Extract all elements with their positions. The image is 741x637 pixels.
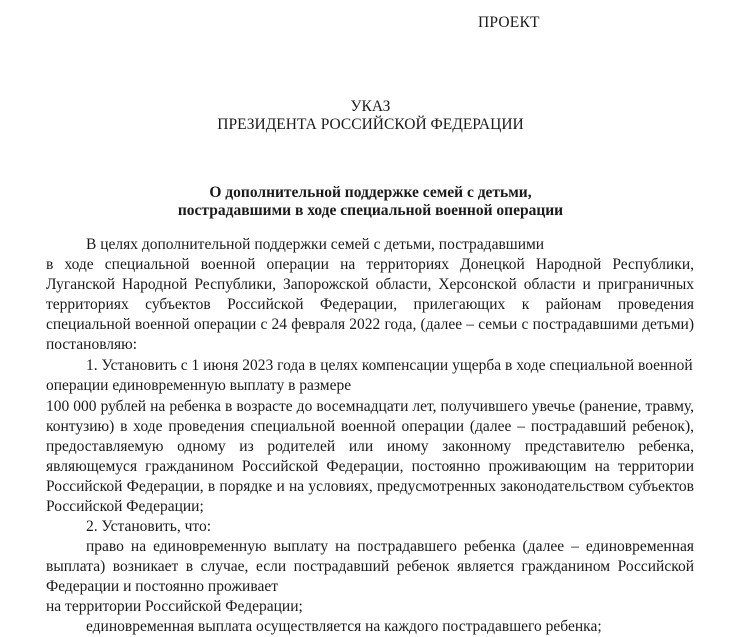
decree-title-line-1: УКАЗ: [350, 98, 391, 115]
decree-subject-line-1: О дополнительной поддержке семей с детьми,: [209, 184, 532, 201]
body-line: 100 000 рублей на ребенка в возрасте до восемнадцати лет, получившего увечье (ранение, травму,: [46, 398, 694, 415]
body-line: территориях субъектов Российской Федерации, прилегающих к районам проведения: [46, 296, 694, 313]
body-line: являющемуся гражданином Российской Федерации, постоянно проживающим на территории: [46, 458, 694, 475]
body-line: В целях дополнительной поддержки семей с детьми, пострадавшими: [86, 236, 545, 253]
decree-subject-line-2: пострадавшими в ходе специальной военной операции: [177, 202, 564, 219]
body-line: единовременная выплата осуществляется на каждого пострадавшего ребенка;: [86, 618, 602, 635]
body-line: выплата) возникает в случае, если пострадавший ребенок является гражданином Российской: [46, 558, 694, 575]
body-line: в ходе специальной военной операции на территориях Донецкой Народной Республики,: [46, 256, 694, 273]
body-line: 1. Установить с 1 июня 2023 года в целях компенсации ущерба в ходе специальной военной: [86, 357, 693, 374]
body-line: Российской Федерации, в порядке и на условиях, предусмотренных законодательством субъектов: [46, 478, 694, 495]
body-line: операции единовременную выплату в размере: [46, 377, 352, 394]
draft-label: ПРОЕКТ: [478, 14, 540, 31]
decree-title: [0, 98, 741, 134]
body-line: право на единовременную выплату на пострадавшего ребенка (далее – единовременная: [86, 538, 694, 555]
body-line: на территории Российской Федерации;: [46, 598, 303, 615]
body-line: контузию) в ходе проведения специальной военной операции (далее – пострадавший ребенок),: [46, 418, 694, 435]
body-line: постановляю:: [46, 336, 138, 353]
body-line: Федерации и постоянно проживает: [46, 578, 278, 595]
decree-title-line-2: ПРЕЗИДЕНТА РОССИЙСКОЙ ФЕДЕРАЦИИ: [217, 116, 524, 133]
body-line: специальной военной операции с 24 февраля 2022 года, (далее – семьи с пострадавшими детьми): [46, 316, 694, 333]
body-line: Луганской Народной Республики, Запорожской области, Херсонской области и приграничных: [46, 276, 694, 293]
decree-subject: [0, 184, 741, 220]
body-line: предоставляемую одному из родителей или иному законному представителю ребенка,: [46, 438, 694, 455]
body-line: Российской Федерации;: [46, 498, 204, 515]
body-line: 2. Установить, что:: [86, 518, 212, 535]
